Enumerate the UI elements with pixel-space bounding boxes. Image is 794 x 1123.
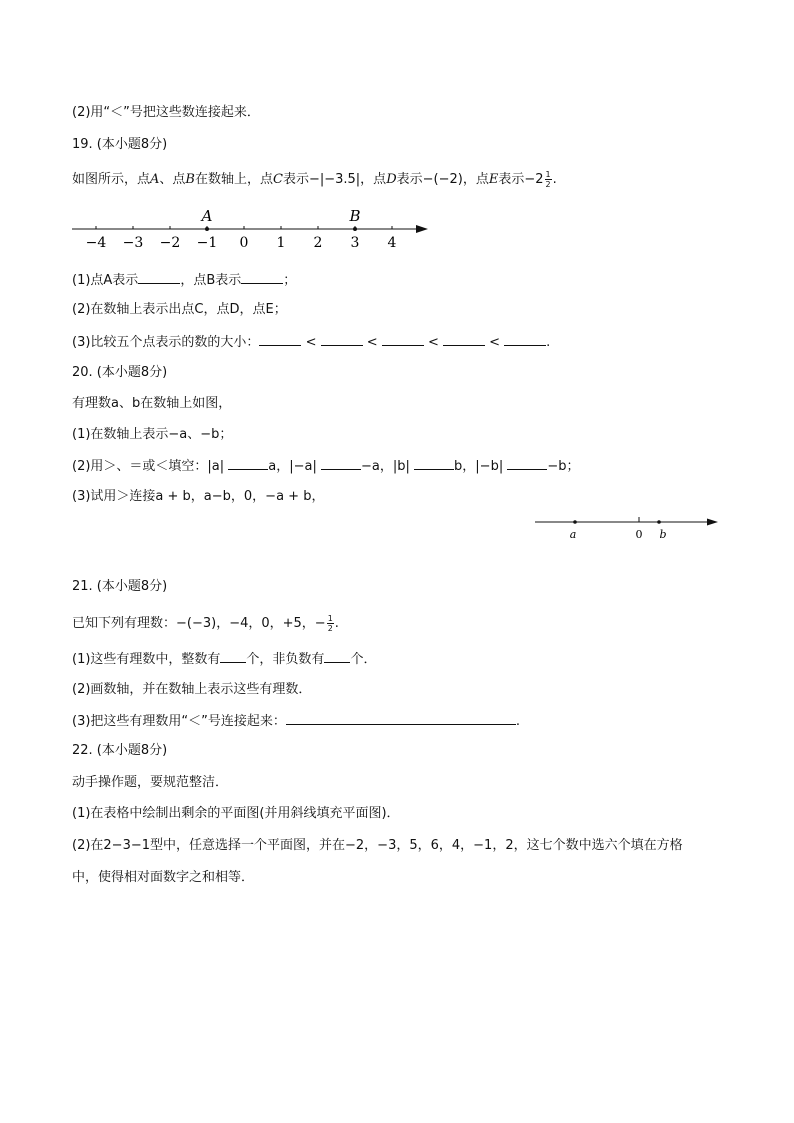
tick-label: −4 bbox=[85, 235, 107, 251]
tick-label: −3 bbox=[122, 235, 144, 251]
answer-blank[interactable] bbox=[138, 271, 180, 284]
fraction-denominator: 2 bbox=[327, 624, 333, 633]
answer-blank[interactable] bbox=[324, 650, 350, 663]
fraction-half bbox=[327, 614, 334, 633]
q22-part1: (1)在表格中绘制出剩余的平面图(并用斜线填充平面图)． bbox=[72, 806, 400, 821]
q19-header: 19. (本小题8分) bbox=[72, 137, 168, 152]
q19-stem-text: 如图所示，点 bbox=[72, 172, 151, 187]
q19-stem-text: 表示−|−3.5|，点 bbox=[282, 172, 387, 187]
q20-part2-text: −a，|b| bbox=[361, 459, 410, 474]
label-zero: 0 bbox=[635, 528, 643, 541]
q19-part1-text: (1)点A表示 bbox=[72, 273, 139, 288]
point-b-dot bbox=[353, 227, 357, 231]
point-b-label: B bbox=[349, 207, 361, 225]
point-a-label: A bbox=[150, 172, 160, 187]
answer-blank[interactable] bbox=[228, 457, 268, 470]
q19-stem-text: 、点 bbox=[159, 172, 186, 187]
q21-part1-text: 个，非负数有 bbox=[246, 652, 325, 667]
q21-stem-end: . bbox=[334, 616, 339, 631]
answer-blank[interactable] bbox=[220, 650, 246, 663]
answer-blank[interactable] bbox=[443, 333, 485, 346]
point-b-label: B bbox=[185, 172, 195, 187]
less-than-sign: < bbox=[489, 335, 501, 350]
answer-blank[interactable] bbox=[507, 457, 547, 470]
q19-part3-text: (3)比较五个点表示的数的大小： bbox=[72, 335, 260, 350]
q20-part2-text: (2)用＞、＝或＜填空：|a| bbox=[72, 459, 225, 474]
number-line-q19 bbox=[66, 204, 436, 254]
point-b-dot bbox=[657, 520, 661, 524]
q22-part2-line2: 中，使得相对面数字之和相等． bbox=[72, 870, 255, 885]
point-a-dot bbox=[573, 520, 577, 524]
less-than-sign: < bbox=[366, 335, 378, 350]
q20-part1: (1)在数轴上表示−a、−b； bbox=[72, 427, 233, 442]
q21-stem-text: 已知下列有理数：−(−3)，−4，0，+5，− bbox=[72, 616, 326, 631]
q22-part2-line1: (2)在2−3−1型中，任意选择一个平面图，并在−2，−3，5，6，4，−1，2，这七个数中选六个填在方格 bbox=[72, 838, 683, 853]
tick-label: −2 bbox=[159, 235, 181, 251]
q20-part2-text: a，|−a| bbox=[268, 459, 317, 474]
fraction-numerator: 1 bbox=[327, 614, 333, 623]
label-b: b bbox=[659, 528, 667, 541]
less-than-sign: < bbox=[427, 335, 439, 350]
tick-label: 3 bbox=[350, 235, 360, 251]
tick-label: 0 bbox=[239, 235, 249, 251]
q19-part1 bbox=[72, 271, 296, 290]
answer-blank[interactable] bbox=[414, 457, 454, 470]
q18-part2: (2)用“＜”号把这些数连接起来． bbox=[72, 105, 260, 120]
q20-part2-text: −b； bbox=[547, 459, 580, 474]
q19-stem-text: 表示−2 bbox=[498, 172, 544, 187]
number-line-q20 bbox=[530, 510, 725, 542]
axis-arrow-icon bbox=[416, 225, 428, 233]
q19-part3 bbox=[72, 333, 550, 352]
point-c-label: C bbox=[273, 172, 283, 187]
axis-arrow-icon bbox=[707, 519, 718, 526]
q19-part3-end: . bbox=[546, 335, 551, 350]
q19-stem bbox=[72, 170, 557, 189]
q20-part2 bbox=[72, 457, 580, 476]
tick-label: 1 bbox=[276, 235, 286, 251]
answer-blank[interactable] bbox=[504, 333, 546, 346]
tick-label: 2 bbox=[313, 235, 323, 251]
q21-part2: (2)画数轴，并在数轴上表示这些有理数． bbox=[72, 682, 312, 697]
q19-stem-text: 在数轴上，点 bbox=[194, 172, 273, 187]
q21-part3-text: (3)把这些有理数用“＜”号连接起来： bbox=[72, 714, 286, 729]
q21-part3-end: . bbox=[515, 714, 521, 729]
point-a-label: A bbox=[201, 207, 213, 225]
answer-blank[interactable] bbox=[382, 333, 424, 346]
answer-blank[interactable] bbox=[286, 712, 516, 725]
q20-part2-text: b，|−b| bbox=[454, 459, 504, 474]
answer-blank[interactable] bbox=[321, 457, 361, 470]
q21-part1-text: (1)这些有理数中，整数有 bbox=[72, 652, 221, 667]
point-e-label: E bbox=[488, 172, 499, 187]
point-d-label: D bbox=[386, 172, 397, 187]
q19-part2: (2)在数轴上表示出点C，点D，点E； bbox=[72, 302, 287, 317]
q21-stem bbox=[72, 614, 339, 633]
q19-part1-text: ，点B表示 bbox=[180, 273, 242, 288]
q19-stem-text: 表示−(−2)，点 bbox=[396, 172, 489, 187]
fraction-denominator: 2 bbox=[545, 180, 551, 189]
point-a-dot bbox=[205, 227, 209, 231]
q19-stem-end: . bbox=[552, 172, 557, 187]
q21-part1 bbox=[72, 650, 376, 669]
answer-blank[interactable] bbox=[321, 333, 363, 346]
tick-label: 4 bbox=[387, 235, 397, 251]
fraction-half bbox=[545, 170, 552, 189]
fraction-numerator: 1 bbox=[545, 170, 551, 179]
tick-label: −1 bbox=[196, 235, 218, 251]
q20-header: 20. (本小题8分) bbox=[72, 365, 168, 380]
q21-part3 bbox=[72, 712, 520, 731]
q19-part1-text: ； bbox=[283, 273, 297, 288]
q22-stem: 动手操作题，要规范整洁． bbox=[72, 775, 229, 790]
q21-header: 21. (本小题8分) bbox=[72, 579, 168, 594]
answer-blank[interactable] bbox=[259, 333, 301, 346]
q20-stem: 有理数a、b在数轴上如图， bbox=[72, 396, 232, 411]
q20-part3: (3)试用＞连接a + b，a−b，0，−a + b， bbox=[72, 489, 325, 504]
answer-blank[interactable] bbox=[241, 271, 283, 284]
q21-part1-text: 个． bbox=[350, 652, 377, 667]
label-a: a bbox=[569, 528, 577, 541]
q22-header: 22. (本小题8分) bbox=[72, 743, 168, 758]
less-than-sign: < bbox=[305, 335, 317, 350]
